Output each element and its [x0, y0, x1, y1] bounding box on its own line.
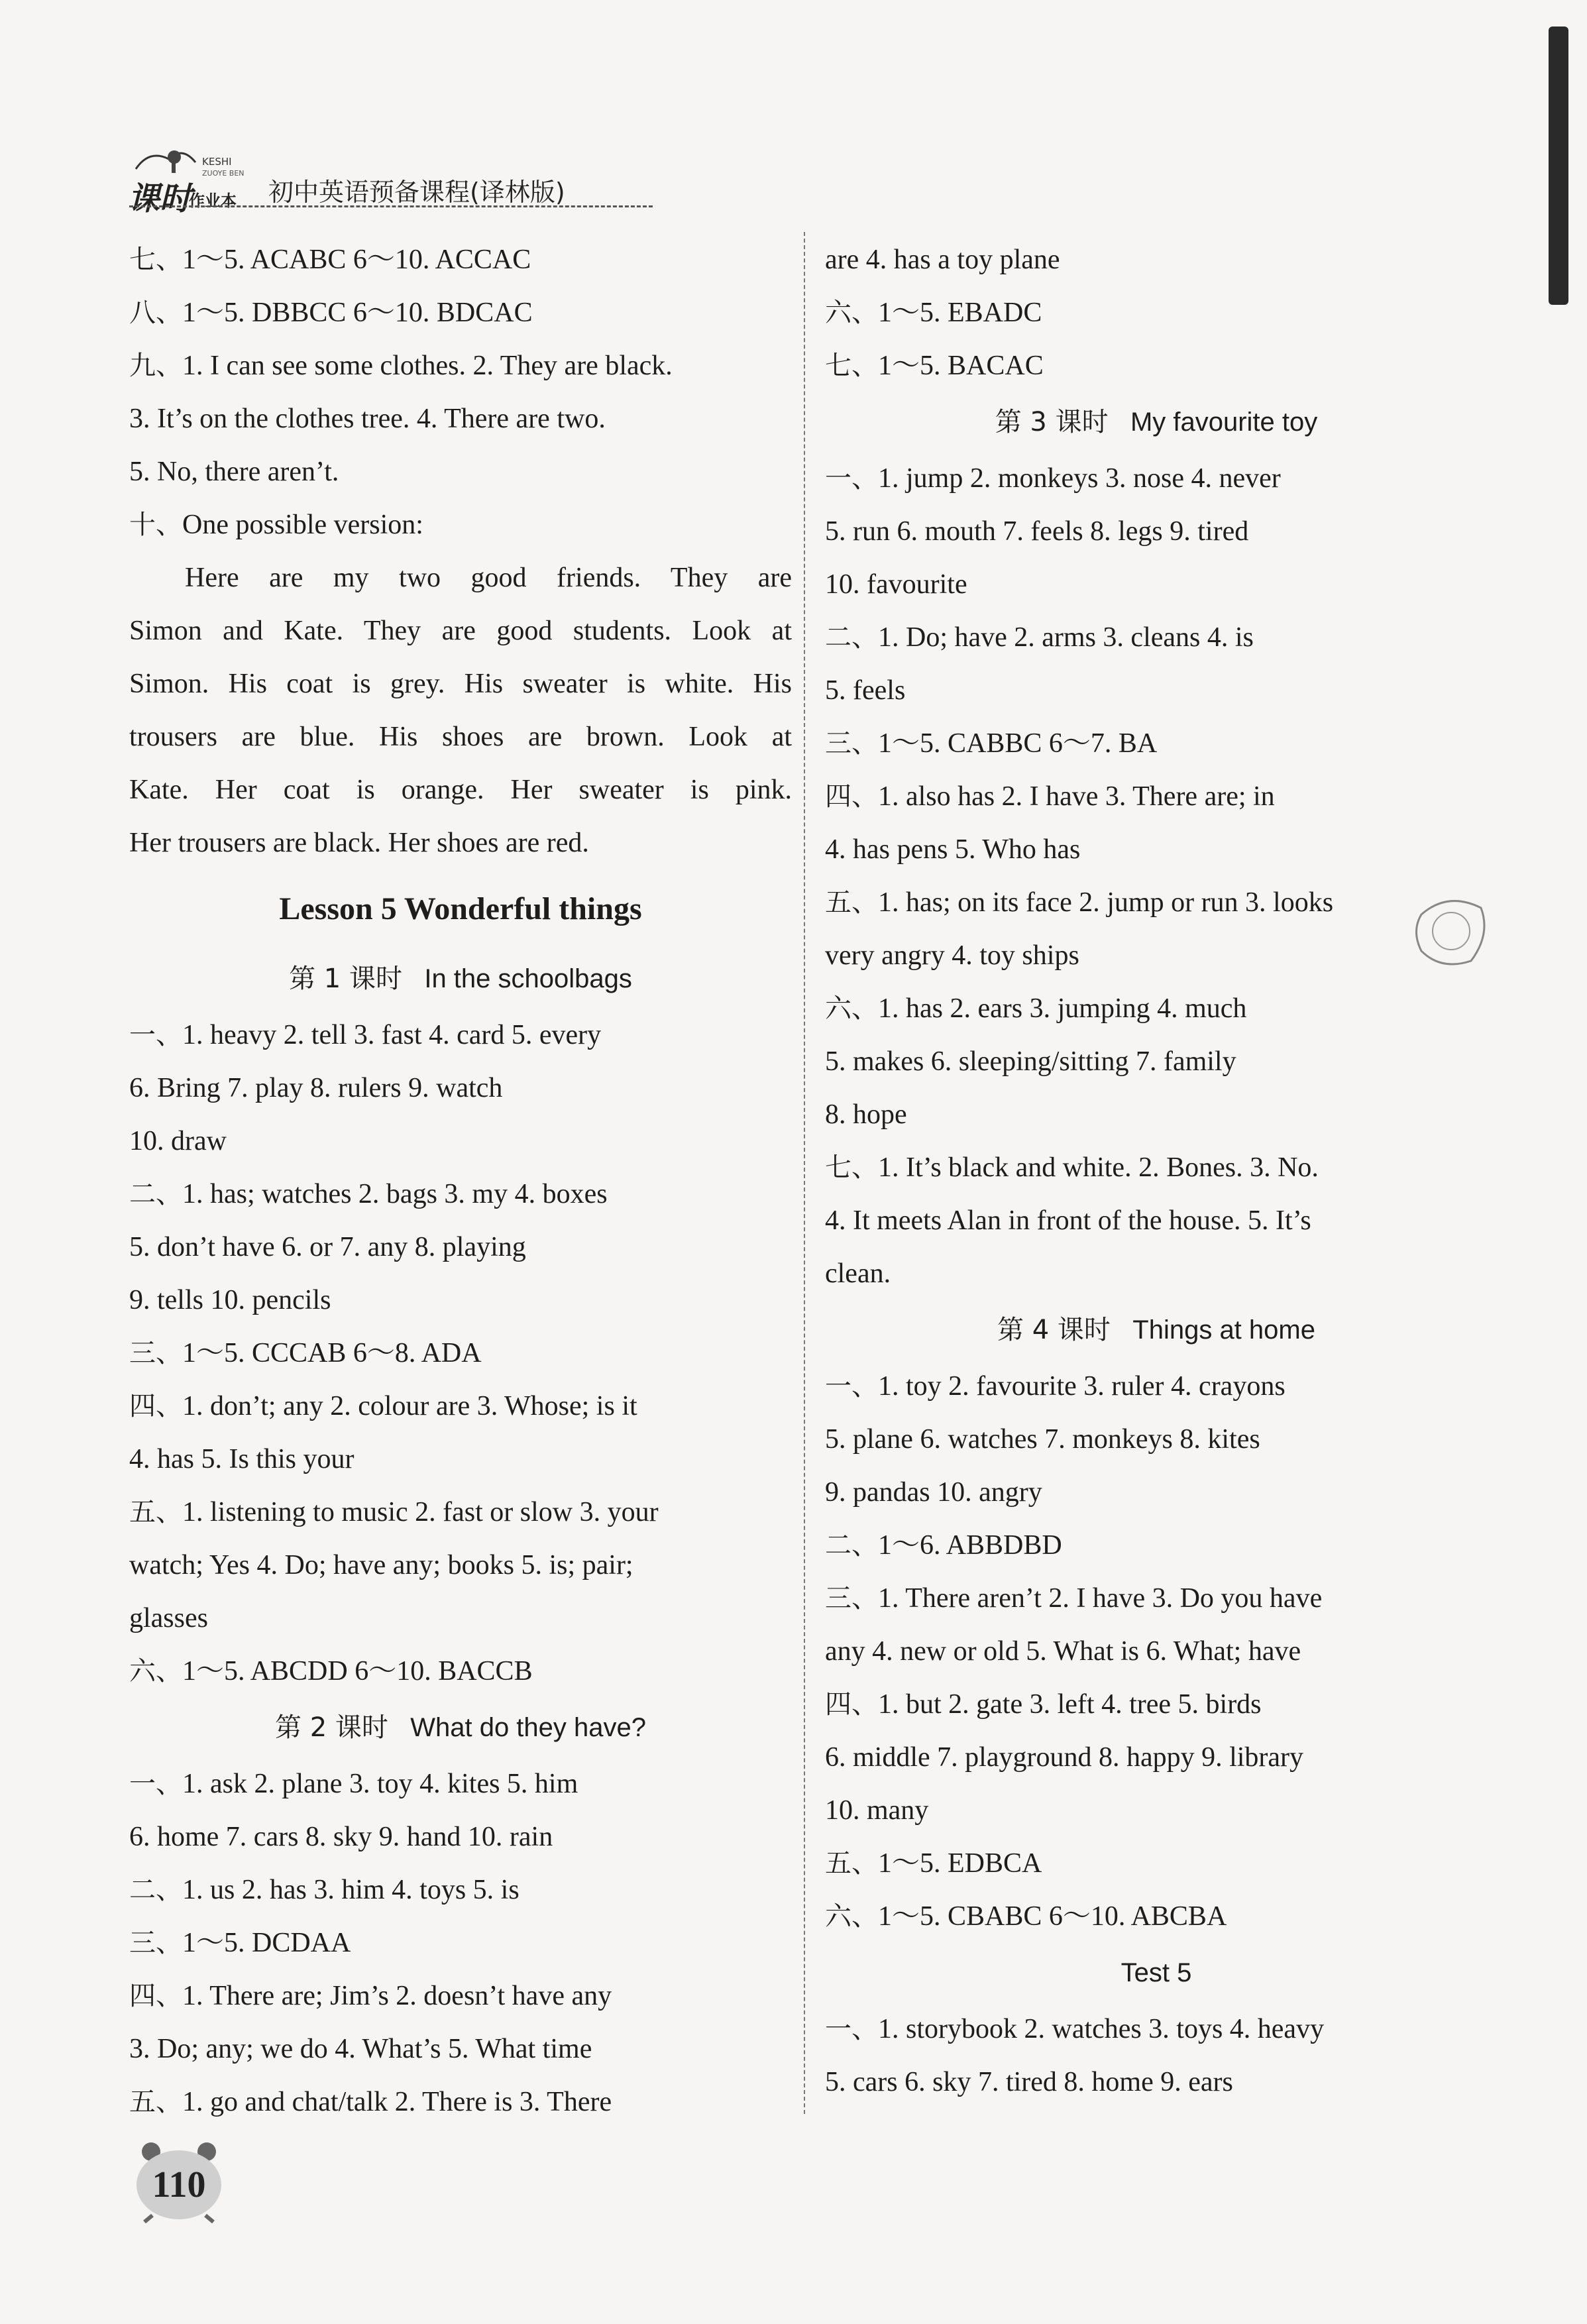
answer-line: 五、1. listening to music 2. fast or slow 3. your [129, 1497, 659, 1527]
logo-keshi-text: KESHI [202, 156, 232, 168]
answer-line: 一、1. jump 2. monkeys 3. nose 4. never [825, 463, 1281, 494]
answer-line: 5. feels [825, 675, 906, 706]
right-column [825, 233, 1488, 2109]
answer-line: 3. Do; any; we do 4. What’s 5. What time [129, 2034, 592, 2064]
answer-line: 一、1. ask 2. plane 3. toy 4. kites 5. him [129, 1769, 578, 1799]
answer-line: 5. don’t have 6. or 7. any 8. playing [129, 1232, 526, 1262]
answer-line: are 4. has a toy plane [825, 245, 1060, 275]
essay-line: Her trousers are black. Her shoes are red. [129, 828, 589, 858]
section-title: 第 1 课时 In the schoolbags [289, 964, 632, 994]
answer-line: 二、1. us 2. has 3. him 4. toys 5. is [129, 1875, 520, 1905]
answer-line: 七、1. It’s black and white. 2. Bones. 3. No. [825, 1152, 1319, 1183]
answer-line: 5. makes 6. sleeping/sitting 7. family [825, 1046, 1236, 1077]
essay-line: Simon. His coat is grey. His sweater is white. His [129, 669, 792, 699]
essay-line: trousers are blue. His shoes are brown. Look at [129, 722, 792, 752]
page-number-badge [133, 2137, 225, 2223]
answer-line: 4. It meets Alan in front of the house. 5. It’s [825, 1205, 1311, 1236]
logo-sub-text: 作业本 [189, 192, 237, 210]
answer-line: 3. It’s on the clothes tree. 4. There are two. [129, 404, 606, 434]
section-title: 第 4 课时 Things at home [997, 1315, 1315, 1345]
column-divider [804, 232, 805, 2114]
section-title: 第 2 课时 What do they have? [274, 1712, 646, 1743]
answer-line: 三、1～5. CCCAB 6～8. ADA [129, 1338, 482, 1368]
answer-line: 五、1. go and chat/talk 2. There is 3. There [129, 2087, 612, 2117]
answer-line: 六、1～5. ABCDD 6～10. BACCB [129, 1656, 533, 1687]
answer-line: 三、1. There aren’t 2. I have 3. Do you have [825, 1583, 1323, 1614]
answer-line: 六、1～5. EBADC [825, 298, 1042, 328]
answer-line: 6. home 7. cars 8. sky 9. hand 10. rain [129, 1822, 553, 1852]
answer-line: glasses [129, 1603, 208, 1633]
answer-line: 四、1. but 2. gate 3. left 4. tree 5. birds [825, 1689, 1262, 1720]
answer-line: 10. favourite [825, 569, 967, 600]
answer-line: 一、1. storybook 2. watches 3. toys 4. heavy [825, 2014, 1325, 2044]
answer-line: 6. Bring 7. play 8. rulers 9. watch [129, 1073, 503, 1103]
answer-line: 二、1～6. ABBDBD [825, 1530, 1062, 1561]
section-title: 第 3 课时 My favourite toy [995, 407, 1318, 437]
answer-line: 九、1. I can see some clothes. 2. They are black. [129, 351, 673, 381]
logo-main-text: 课时 [128, 180, 192, 217]
essay-line: Simon and Kate. They are good students. Look at [129, 616, 792, 646]
page-header [123, 142, 653, 215]
answer-line: 七、1～5. BACAC [825, 351, 1044, 381]
answer-line: 六、1. has 2. ears 3. jumping 4. much [825, 993, 1247, 1024]
book-spine-edge [1549, 27, 1568, 305]
answer-line: 4. has 5. Is this your [129, 1444, 355, 1474]
answer-line: 八、1～5. DBBCC 6～10. BDCAC [129, 298, 533, 328]
answer-line: 十、One possible version: [129, 510, 423, 540]
answer-line: 10. many [825, 1795, 929, 1826]
answer-line: 9. tells 10. pencils [129, 1285, 331, 1315]
answer-line: 二、1. Do; have 2. arms 3. cleans 4. is [825, 622, 1254, 653]
book-title: 初中英语预备课程(译林版) [268, 178, 565, 207]
answer-line: 四、1. don’t; any 2. colour are 3. Whose; is it [129, 1391, 637, 1421]
answer-line: very angry 4. toy ships [825, 940, 1079, 971]
stamp-icon [1408, 888, 1494, 974]
answer-line: 5. No, there aren’t. [129, 457, 339, 487]
answer-line: 8. hope [825, 1099, 907, 1130]
answer-line: clean. [825, 1258, 891, 1289]
logo-keshi-subtext: ZUOYE BEN [202, 169, 245, 178]
answer-line: 五、1. has; on its face 2. jump or run 3. looks [825, 887, 1334, 918]
answer-line: 9. pandas 10. angry [825, 1477, 1042, 1508]
page-number: 110 [152, 2164, 206, 2205]
answer-line: 一、1. heavy 2. tell 3. fast 4. card 5. every [129, 1020, 602, 1050]
answer-line: 5. plane 6. watches 7. monkeys 8. kites [825, 1424, 1260, 1455]
lesson-title: Lesson 5 Wonderful things [279, 891, 642, 926]
answer-line: 三、1～5. CABBC 6～7. BA [825, 728, 1158, 759]
answer-line: 二、1. has; watches 2. bags 3. my 4. boxes [129, 1179, 608, 1209]
answer-line: watch; Yes 4. Do; have any; books 5. is; pair; [129, 1550, 633, 1580]
answer-line: 5. cars 6. sky 7. tired 8. home 9. ears [825, 2067, 1233, 2097]
answer-line: 一、1. toy 2. favourite 3. ruler 4. crayons [825, 1371, 1286, 1402]
answer-line: 三、1～5. DCDAA [129, 1928, 351, 1958]
answer-line: 6. middle 7. playground 8. happy 9. library [825, 1742, 1304, 1773]
test-title: Test 5 [1121, 1958, 1192, 1987]
answer-line: 四、1. There are; Jim’s 2. doesn’t have any [129, 1981, 612, 2011]
answer-line: 5. run 6. mouth 7. feels 8. legs 9. tired [825, 516, 1249, 547]
answer-line: 10. draw [129, 1126, 227, 1156]
answer-line: 四、1. also has 2. I have 3. There are; in [825, 781, 1275, 812]
answer-line: 七、1～5. ACABC 6～10. ACCAC [129, 245, 531, 275]
answer-line: 六、1～5. CBABC 6～10. ABCBA [825, 1901, 1227, 1932]
essay-line: Kate. Her coat is orange. Her sweater is pink. [129, 775, 792, 805]
header-rule [129, 205, 653, 207]
answer-line: 五、1～5. EDBCA [825, 1848, 1042, 1879]
answer-line: any 4. new or old 5. What is 6. What; have [825, 1636, 1301, 1667]
answer-line: 4. has pens 5. Who has [825, 834, 1081, 865]
left-column [129, 233, 792, 2129]
essay-line: Here are my two good friends. They are [185, 563, 792, 593]
